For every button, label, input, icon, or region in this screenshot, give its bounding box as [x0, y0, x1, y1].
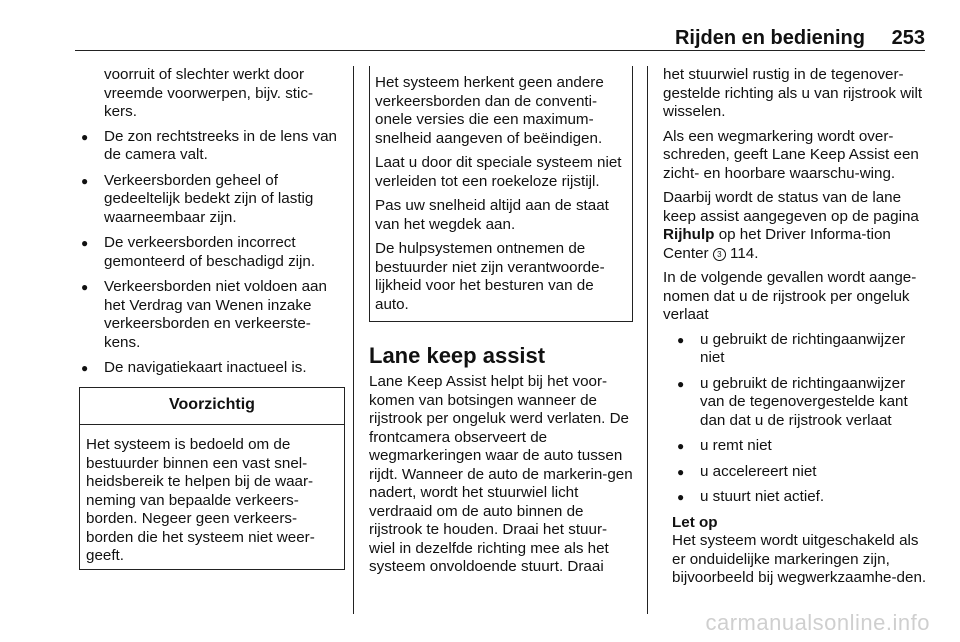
paragraph: Als een wegmarkering wordt over-schreden, geeft Lane Keep Assist een zicht- en hoorbare waarschu-wing.	[663, 127, 919, 182]
list-item: ● Verkeersborden niet voldoen aan het Verdrag van Wenen inzake verkeersborden en verkeerste-kens.	[79, 278, 345, 352]
list-item: ● De zon rechtstreeks in de lens van de camera valt.	[79, 128, 345, 165]
caution-title: Voorzichtig	[80, 387, 344, 426]
caution-box	[79, 387, 345, 570]
paragraph: In de volgende gevallen wordt aange-nomen dat u de rijstrook per ongeluk verlaat	[663, 269, 917, 323]
page-number: 253	[891, 27, 925, 49]
note-block	[663, 514, 931, 588]
paragraph: het stuurwiel rustig in de tegenover-gestelde richting als u van rijstrook wilt wisselen.	[663, 66, 923, 120]
caution-text: Het systeem is bedoeld om de bestuurder binnen een vast snel-heidsbereik te helpen bij de waar-neming van bepaalde verkeers-borden. Negeer geen verkeers-borden die het systeem niet weer-geeft.	[86, 436, 315, 564]
page-reference[interactable]: 114.	[725, 244, 759, 262]
continuation-text: voorruit of slechter werkt door vreemde voorwerpen, bijv. stic-kers.	[104, 66, 314, 120]
list-item: ● De navigatiekaart inactueel is.	[79, 359, 345, 378]
section-heading: Lane keep assist	[369, 343, 546, 368]
column-divider-2	[647, 66, 648, 614]
notice-paragraph: Het systeem herkent geen andere verkeersborden dan de conventi-onele versies die een maximum-snelheid aangeven of beëindigen.	[375, 74, 604, 147]
note-text: Het systeem wordt uitgeschakeld als er onduidelijke markeringen zijn, bijvoorbeeld bij wegwerkzaamhe-den.	[672, 532, 927, 586]
paragraph-with-reference	[663, 189, 931, 263]
notice-paragraph: Laat u door dit speciale systeem niet verleiden tot een roekeloze rijstijl.	[375, 154, 622, 190]
text-span: Daarbij wordt de status van de lane keep assist aangegeven op de pagina	[663, 189, 919, 225]
list-item: ● u gebruikt de richtingaanwijzer van de tegenovergestelde kant dan dat u de rijstrook verlaat	[675, 375, 931, 431]
page-name-bold: Rijhulp	[663, 226, 715, 243]
list-item: ● De verkeersborden incorrect gemonteerd of beschadigd zijn.	[79, 234, 345, 271]
column-divider-1	[353, 66, 354, 614]
condition-list	[675, 331, 931, 507]
list-item: ● u gebruikt de richtingaanwijzer niet	[675, 331, 931, 368]
list-item: ● u accelereert niet	[675, 463, 931, 482]
list-item: ● Verkeersborden geheel of gedeeltelijk bedekt zijn of lastig waarneembaar zijn.	[79, 172, 345, 228]
section-paragraph: Lane Keep Assist helpt bij het voor-komen van botsingen wanneer de rijstrook per ongeluk werd verlaten. De frontcamera observeert de wegmarkeringen waar de auto tussen rijdt. Wanneer de auto de markerin-gen nadert, wordt het stuurwiel licht verdraaid om de auto binnen de rijstrook te houden. Draai het stuur-wiel in dezelfde richting mee als het systeem onvoldoende stuurt. Draai	[369, 373, 633, 575]
page-reference-arrow-icon: 3	[713, 248, 726, 261]
note-title: Let op	[672, 513, 718, 531]
notice-paragraph: De hulpsystemen ontnemen de bestuurder niet zijn verantwoorde-lijkheid voor het besturen van de auto.	[375, 240, 605, 313]
text-span: op het Driver Informa-tion Center	[663, 226, 891, 262]
caution-continuation-box	[369, 66, 633, 322]
column-2	[369, 66, 633, 583]
header-rule	[75, 50, 925, 51]
condition-list	[79, 128, 345, 378]
notice-paragraph: Pas uw snelheid altijd aan de staat van het wegdek aan.	[375, 197, 609, 233]
watermark: carmanualsonline.info	[705, 610, 930, 635]
column-3	[663, 66, 931, 588]
column-1	[79, 66, 345, 570]
list-item: ● u remt niet	[675, 437, 931, 456]
running-header-title: Rijden en bediening	[674, 27, 865, 49]
list-item: ● u stuurt niet actief.	[675, 488, 931, 507]
